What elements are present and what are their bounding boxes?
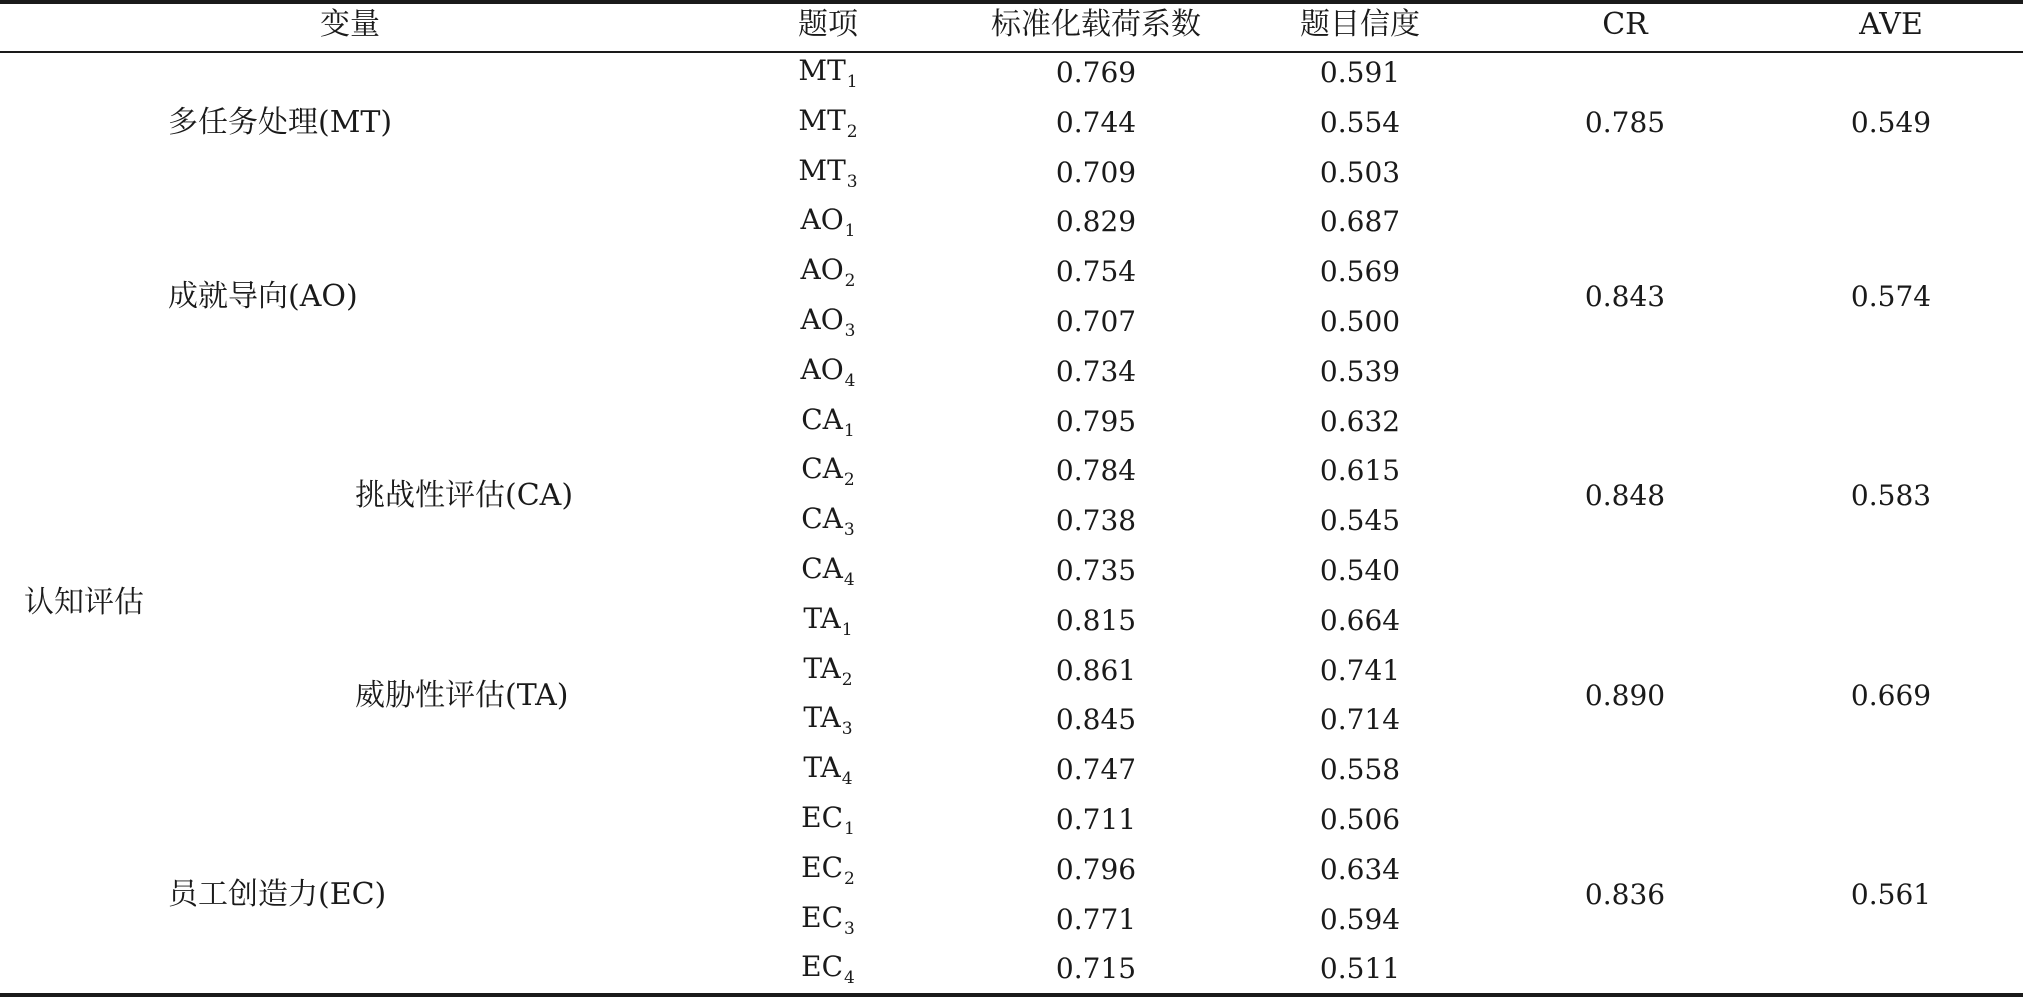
item-code-base: CA (801, 502, 843, 536)
ave-value: 0.561 (1850, 877, 1932, 911)
loading-value: 0.796 (1055, 852, 1137, 886)
item-code (798, 103, 858, 142)
reliability-value: 0.634 (1319, 852, 1401, 886)
item-code-base: AO (800, 203, 844, 237)
reliability-value: 0.714 (1319, 703, 1401, 737)
item-code-base: EC (801, 850, 844, 884)
reliability-value: 0.558 (1319, 753, 1401, 787)
item-code-base: TA (803, 651, 841, 685)
reliability-value: 0.632 (1319, 404, 1401, 438)
item-code-base: EC (801, 950, 844, 984)
cr-value: 0.843 (1584, 280, 1666, 314)
header-ave: AVE (1859, 7, 1923, 42)
item-code-base: AO (800, 253, 844, 287)
reliability-value: 0.545 (1319, 504, 1401, 538)
ave-value: 0.574 (1850, 280, 1932, 314)
item-code-base: TA (803, 701, 841, 735)
item-code-subscript: 2 (843, 470, 855, 491)
loading-value: 0.709 (1055, 155, 1137, 189)
item-code-base: TA (803, 751, 841, 785)
loading-value: 0.845 (1055, 703, 1137, 737)
reliability-value: 0.540 (1319, 554, 1401, 587)
reliability-value: 0.511 (1319, 952, 1401, 986)
cr-value: 0.890 (1584, 678, 1666, 712)
loading-value: 0.734 (1055, 354, 1137, 388)
item-code-base: MT (798, 103, 846, 137)
group-label: 认知评估 (24, 585, 144, 620)
ave-value: 0.549 (1850, 105, 1932, 139)
loading-value: 0.769 (1055, 56, 1137, 89)
loading-value: 0.711 (1055, 803, 1137, 836)
item-code (800, 253, 856, 292)
item-code-subscript: 3 (843, 520, 855, 541)
item-code-subscript: 2 (841, 669, 853, 690)
item-code-subscript: 3 (844, 321, 856, 341)
loading-value: 0.754 (1055, 255, 1137, 289)
item-code (800, 303, 856, 341)
reliability-value: 0.664 (1319, 603, 1401, 637)
item-code-base: EC (801, 801, 844, 834)
item-code-base: EC (801, 900, 844, 934)
reliability-value: 0.503 (1319, 155, 1401, 189)
item-code (798, 54, 858, 92)
reliability-value: 0.569 (1319, 255, 1401, 289)
header-rule (0, 51, 2023, 53)
loading-value: 0.815 (1055, 603, 1137, 637)
item-code-subscript: 2 (846, 121, 858, 142)
reliability-value: 0.687 (1319, 205, 1401, 239)
ave-value: 0.583 (1850, 479, 1932, 513)
reliability-value: 0.506 (1319, 803, 1401, 836)
loading-value: 0.795 (1055, 404, 1137, 438)
header-item: 题项 (798, 7, 858, 42)
item-code-base: AO (800, 352, 844, 386)
item-code-subscript: 1 (843, 420, 855, 441)
ave-value: 0.669 (1850, 678, 1932, 712)
reliability-value: 0.594 (1319, 902, 1401, 936)
item-code (801, 452, 855, 491)
header-loading: 标准化载荷系数 (991, 7, 1201, 42)
construct-name: 挑战性评估(CA) (355, 478, 574, 514)
item-code (798, 153, 858, 192)
item-code-base: CA (801, 452, 843, 486)
reliability-value: 0.615 (1319, 454, 1401, 488)
item-code-subscript: 1 (841, 619, 853, 640)
loading-value: 0.861 (1055, 653, 1137, 687)
item-code-subscript: 1 (844, 221, 856, 242)
item-code (803, 601, 853, 640)
item-code-base: MT (798, 54, 846, 87)
loading-value: 0.829 (1055, 205, 1137, 239)
item-code (801, 900, 855, 939)
construct-name: 成就导向(AO) (168, 279, 358, 315)
header-cr: CR (1602, 7, 1648, 42)
item-code-base: MT (798, 153, 846, 187)
item-code-subscript: 3 (846, 171, 858, 192)
item-code-subscript: 2 (844, 271, 856, 292)
item-code (803, 701, 853, 740)
loading-value: 0.735 (1055, 554, 1137, 587)
item-code-subscript: 4 (844, 968, 855, 989)
item-code (800, 203, 856, 242)
item-code (801, 502, 855, 541)
item-code-subscript: 4 (843, 570, 855, 590)
item-code (801, 850, 855, 889)
item-code-subscript: 4 (841, 769, 853, 790)
loading-value: 0.771 (1055, 902, 1137, 936)
item-code (803, 751, 853, 790)
construct-name: 员工创造力(EC) (168, 876, 387, 912)
item-code (800, 352, 856, 391)
reliability-value: 0.500 (1319, 305, 1401, 338)
cr-value: 0.836 (1584, 877, 1666, 911)
reliability-value: 0.554 (1319, 105, 1401, 139)
construct-name: 威胁性评估(TA) (355, 677, 569, 713)
header-reliability: 题目信度 (1300, 7, 1420, 42)
item-code-subscript: 4 (844, 370, 856, 391)
reliability-value: 0.539 (1319, 354, 1401, 388)
reliability-value: 0.591 (1319, 56, 1401, 89)
loading-value: 0.744 (1055, 105, 1137, 139)
item-code-subscript: 3 (841, 719, 853, 740)
item-code-subscript: 2 (844, 868, 855, 889)
item-code-subscript: 1 (846, 72, 858, 92)
loading-value: 0.784 (1055, 454, 1137, 488)
item-code-base: AO (800, 303, 844, 336)
construct-name: 多任务处理(MT) (168, 104, 393, 140)
loading-value: 0.715 (1055, 952, 1137, 986)
cr-value: 0.848 (1584, 479, 1666, 513)
item-code-base: CA (801, 552, 843, 585)
item-code-subscript: 3 (844, 918, 855, 939)
item-code (801, 552, 855, 590)
item-code-base: CA (801, 402, 843, 436)
cr-value: 0.785 (1584, 105, 1666, 139)
loading-value: 0.747 (1055, 753, 1137, 787)
item-code-subscript: 1 (844, 819, 855, 839)
item-code (801, 801, 855, 839)
item-code (801, 950, 855, 989)
loading-value: 0.738 (1055, 504, 1137, 538)
loading-value: 0.707 (1055, 305, 1137, 338)
item-code (803, 651, 853, 690)
item-code (801, 402, 855, 441)
top-rule (0, 0, 2023, 4)
header-variable: 变量 (320, 7, 380, 42)
reliability-value: 0.741 (1319, 653, 1401, 687)
item-code-base: TA (803, 601, 841, 635)
bottom-rule (0, 993, 2023, 997)
